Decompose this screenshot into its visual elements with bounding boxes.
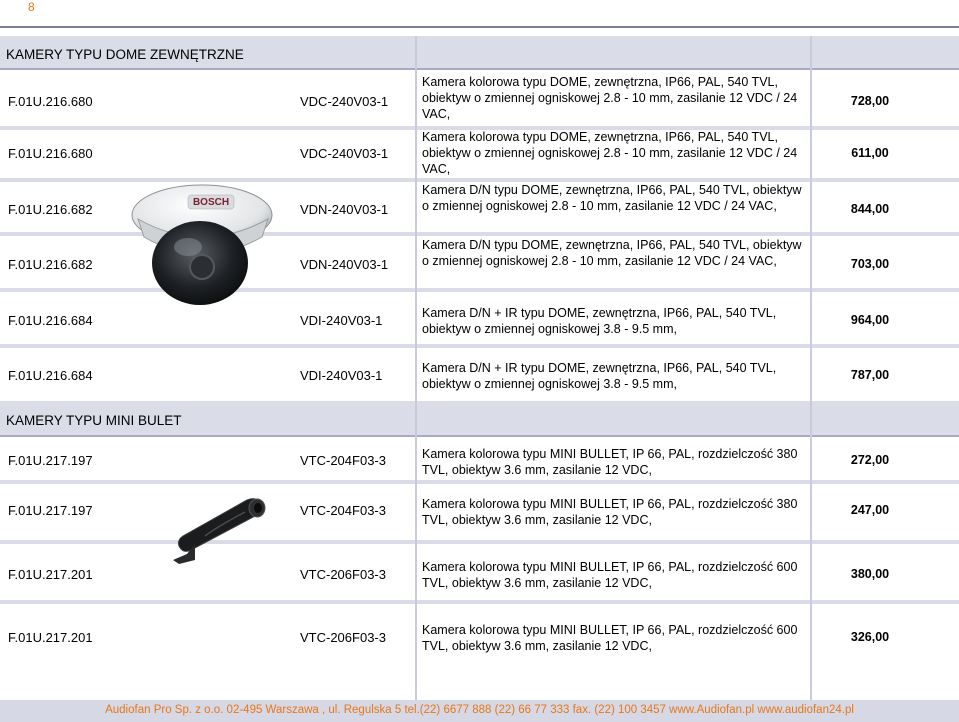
product-model: VTC-204F03-3 xyxy=(300,503,386,518)
brand-logo: BOSCH xyxy=(192,197,230,208)
product-code: F.01U.216.680 xyxy=(8,146,93,161)
column-divider xyxy=(810,36,812,700)
section-header-dome xyxy=(0,36,959,70)
product-description: Kamera D/N typu DOME, zewnętrzna, IP66, PAL, 540 TVL, obiektyw o zmiennej ogniskowej 2.8 - 10 mm, zasilanie 12 VDC / 24 VAC, xyxy=(422,183,802,213)
product-code: F.01U.216.682 xyxy=(8,202,93,217)
product-description: Kamera kolorowa typu DOME, zewnętrzna, IP66, PAL, 540 TVL, obiektyw o zmiennej ogniskowej 2.8 - 10 mm, zasilanie 12 VDC / 24 VAC, xyxy=(422,75,798,121)
product-description: Kamera D/N + IR typu DOME, zewnętrzna, IP66, PAL, 540 TVL, obiektyw o zmiennej ogniskowej 3.8 - 9.5 mm, xyxy=(422,361,777,391)
product-model: VDN-240V03-1 xyxy=(300,202,389,217)
row-divider xyxy=(0,600,959,604)
page-number: 8 xyxy=(28,0,35,14)
product-description: Kamera kolorowa typu MINI BULLET, IP 66, PAL, rozdzielczość 380 TVL, obiektyw 3.6 mm, zasilanie 12 VDC, xyxy=(422,497,798,527)
section-title: KAMERY TYPU DOME ZEWNĘTRZNE xyxy=(6,47,244,62)
product-price: 703,00 xyxy=(850,257,890,271)
section-title: KAMERY TYPU MINI BULET xyxy=(6,413,182,428)
product-model: VTC-206F03-3 xyxy=(300,567,386,582)
section-header-bullet xyxy=(0,401,959,437)
dome-camera-image xyxy=(130,175,278,310)
product-code: F.01U.216.682 xyxy=(8,257,93,272)
product-price: 611,00 xyxy=(851,146,889,160)
row-divider xyxy=(0,480,959,484)
bullet-camera-image xyxy=(165,488,285,568)
top-divider xyxy=(0,26,959,28)
product-model: VTC-206F03-3 xyxy=(300,630,386,645)
product-description: Kamera D/N typu DOME, zewnętrzna, IP66, PAL, 540 TVL, obiektyw o zmiennej ogniskowej 2.8 - 10 mm, zasilanie 12 VDC / 24 VAC, xyxy=(422,238,802,268)
product-code: F.01U.217.201 xyxy=(8,630,93,645)
product-model: VDI-240V03-1 xyxy=(300,313,383,328)
product-price: 380,00 xyxy=(850,567,890,581)
product-model: VDN-240V03-1 xyxy=(300,257,389,272)
product-model: VTC-204F03-3 xyxy=(300,453,386,468)
column-divider xyxy=(415,36,417,700)
product-price: 247,00 xyxy=(850,503,890,517)
row-divider xyxy=(0,344,959,348)
product-description: Kamera kolorowa typu DOME, zewnętrzna, IP66, PAL, 540 TVL, obiektyw o zmiennej ogniskowej 2.8 - 10 mm, zasilanie 12 VDC / 24 VAC, xyxy=(422,130,798,176)
product-price: 326,00 xyxy=(850,630,890,644)
product-price: 787,00 xyxy=(850,368,890,382)
product-description: Kamera D/N + IR typu DOME, zewnętrzna, IP66, PAL, 540 TVL, obiektyw o zmiennej ogniskowej 3.8 - 9.5 mm, xyxy=(422,306,777,336)
product-price: 728,00 xyxy=(850,94,890,108)
product-code: F.01U.217.201 xyxy=(8,567,93,582)
product-model: VDC-240V03-1 xyxy=(300,146,389,161)
product-code: F.01U.216.680 xyxy=(8,94,93,109)
product-description: Kamera kolorowa typu MINI BULLET, IP 66, PAL, rozdzielczość 600 TVL, obiektyw 3.6 mm, zasilanie 12 VDC, xyxy=(422,560,798,590)
product-price: 272,00 xyxy=(850,453,890,467)
footer-contact: Audiofan Pro Sp. z o.o. 02-495 Warszawa , ul. Regulska 5 tel.(22) 6677 888 (22) 66 77 333 fax. (22) 100 3457 www.Audiofan.pl www.audiofan24.pl xyxy=(105,704,854,716)
product-model: VDC-240V03-1 xyxy=(300,94,389,109)
product-code: F.01U.217.197 xyxy=(8,453,93,468)
row-divider xyxy=(0,540,959,544)
product-price: 964,00 xyxy=(850,313,890,327)
product-code: F.01U.217.197 xyxy=(8,503,93,518)
product-price: 844,00 xyxy=(850,202,890,216)
product-code: F.01U.216.684 xyxy=(8,313,93,328)
product-description: Kamera kolorowa typu MINI BULLET, IP 66, PAL, rozdzielczość 600 TVL, obiektyw 3.6 mm, zasilanie 12 VDC, xyxy=(422,623,798,653)
product-description: Kamera kolorowa typu MINI BULLET, IP 66, PAL, rozdzielczość 380 TVL, obiektyw 3.6 mm, zasilanie 12 VDC, xyxy=(422,447,798,477)
product-code: F.01U.216.684 xyxy=(8,368,93,383)
product-model: VDI-240V03-1 xyxy=(300,368,383,383)
